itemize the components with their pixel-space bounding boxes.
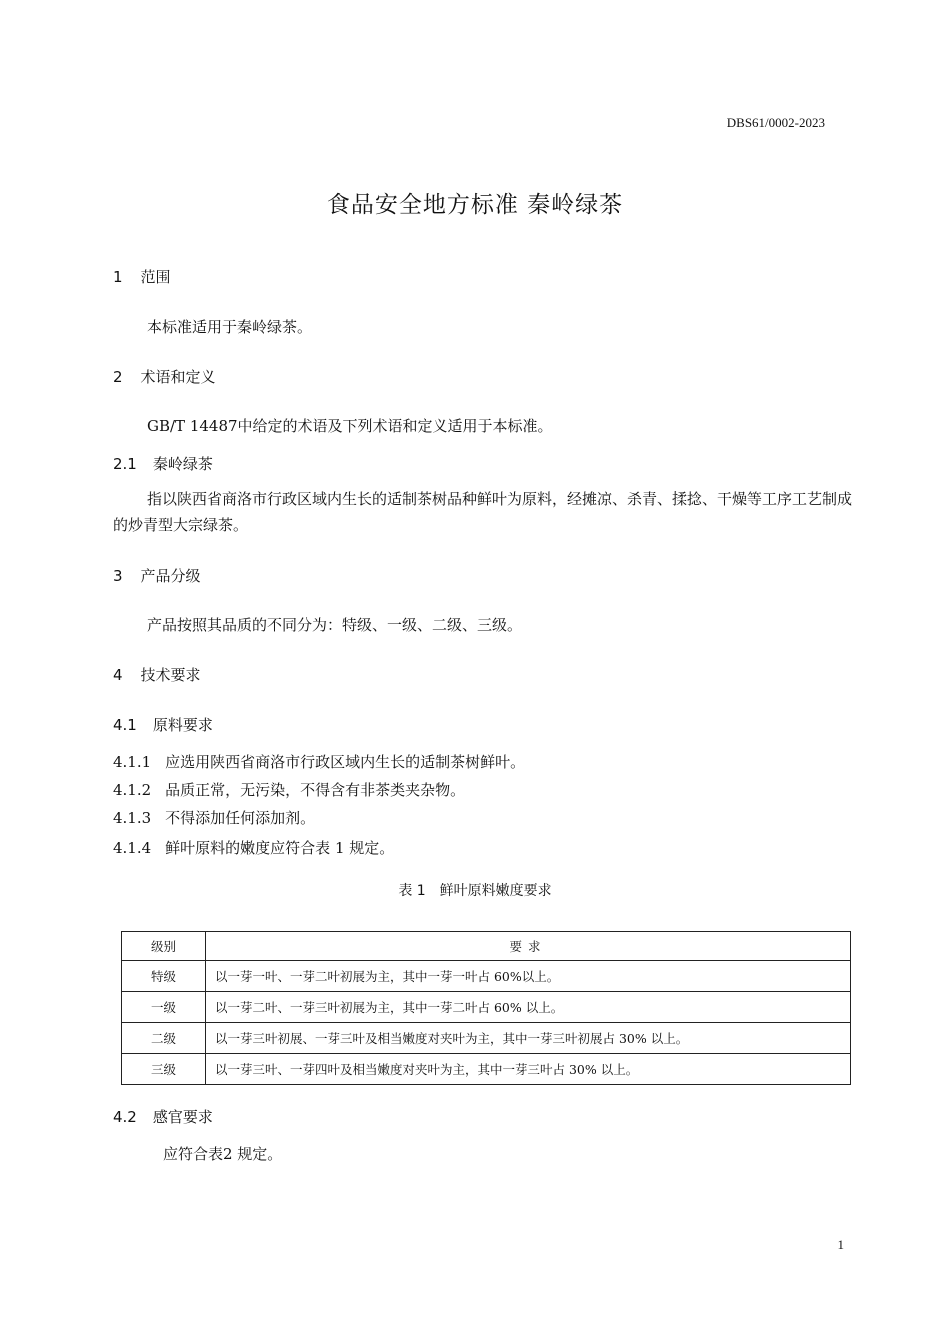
section-3-heading [113, 565, 201, 586]
section-2-1-heading [113, 453, 213, 474]
tenderness-table [121, 931, 851, 1085]
requirement-cell: 以一芽三叶初展、一芽三叶及相当嫩度对夹叶为主，其中一芽三叶初展占 30% 以上。 [206, 1023, 851, 1054]
section-title: 秦岭绿茶 [152, 455, 213, 473]
table-caption-number: 表 1 [398, 883, 426, 899]
grade-cell: 二级 [122, 1023, 206, 1054]
section-number: 4 [113, 666, 123, 684]
clause-text: 鲜叶原料的嫩度应符合表 1 规定。 [165, 839, 395, 857]
grade-cell: 特级 [122, 961, 206, 992]
section-2-text: GB/T 14487中给定的术语及下列术语和定义适用于本标准。 [147, 417, 553, 435]
section-title: 术语和定义 [140, 368, 216, 386]
table-row [122, 1054, 851, 1085]
section-3-text: 产品按照其品质的不同分为：特级、一级、二级、三级。 [147, 616, 523, 634]
table-caption-title: 鲜叶原料嫩度要求 [439, 883, 552, 899]
grade-cell: 三级 [122, 1054, 206, 1085]
section-4-1-heading [113, 714, 213, 735]
section-number: 2.1 [113, 455, 137, 473]
clause-4-1-1 [113, 751, 525, 772]
clause-text: 不得添加任何添加剂。 [165, 809, 316, 827]
section-2-1-text: 指以陕西省商洛市行政区域内生长的适制茶树品种鲜叶为原料，经摊凉、杀青、揉捻、干燥等工序工艺制成的炒青型大宗绿茶。 [113, 490, 853, 534]
clause-4-1-3 [113, 807, 315, 828]
clause-number: 4.1.1 [113, 753, 152, 771]
section-2-heading [113, 366, 216, 387]
page-title: 食品安全地方标准 秦岭绿茶 [326, 192, 624, 218]
table-row [122, 1023, 851, 1054]
section-title: 产品分级 [140, 567, 201, 585]
clause-4-1-2 [113, 779, 465, 800]
section-4-2-text: 应符合表2 规定。 [163, 1145, 283, 1163]
clause-number: 4.1.4 [113, 839, 152, 857]
requirement-cell: 以一芽一叶、一芽二叶初展为主，其中一芽一叶占 60%以上。 [206, 961, 851, 992]
clause-text: 应选用陕西省商洛市行政区域内生长的适制茶树鲜叶。 [165, 753, 526, 771]
table-row [122, 992, 851, 1023]
section-number: 2 [113, 368, 123, 386]
section-1-text: 本标准适用于秦岭绿茶。 [147, 318, 313, 336]
grade-cell: 一级 [122, 992, 206, 1023]
clause-number: 4.1.3 [113, 809, 152, 827]
table-header-row [122, 932, 851, 961]
clause-text: 品质正常，无污染，不得含有非茶类夹杂物。 [165, 781, 466, 799]
section-title: 原料要求 [152, 716, 213, 734]
section-title: 技术要求 [140, 666, 201, 684]
section-4-2-heading [113, 1106, 213, 1127]
requirement-cell: 以一芽二叶、一芽三叶初展为主，其中一芽二叶占 60% 以上。 [206, 992, 851, 1023]
section-number: 4.1 [113, 716, 137, 734]
section-1-heading [113, 266, 171, 287]
section-number: 3 [113, 567, 123, 585]
section-number: 4.2 [113, 1108, 137, 1126]
section-title: 范围 [140, 268, 171, 286]
table-row [122, 961, 851, 992]
column-header-grade: 级别 [122, 932, 206, 961]
clause-4-1-4 [113, 837, 394, 858]
document-code: DBS61/0002-2023 [726, 115, 825, 130]
column-header-requirement: 要求 [206, 932, 851, 961]
page-number: 1 [837, 1237, 844, 1252]
section-number: 1 [113, 268, 123, 286]
section-4-heading [113, 664, 201, 685]
clause-number: 4.1.2 [113, 781, 152, 799]
table-caption [0, 880, 950, 900]
requirement-cell: 以一芽三叶、一芽四叶及相当嫩度对夹叶为主，其中一芽三叶占 30% 以上。 [206, 1054, 851, 1085]
section-title: 感官要求 [152, 1108, 213, 1126]
